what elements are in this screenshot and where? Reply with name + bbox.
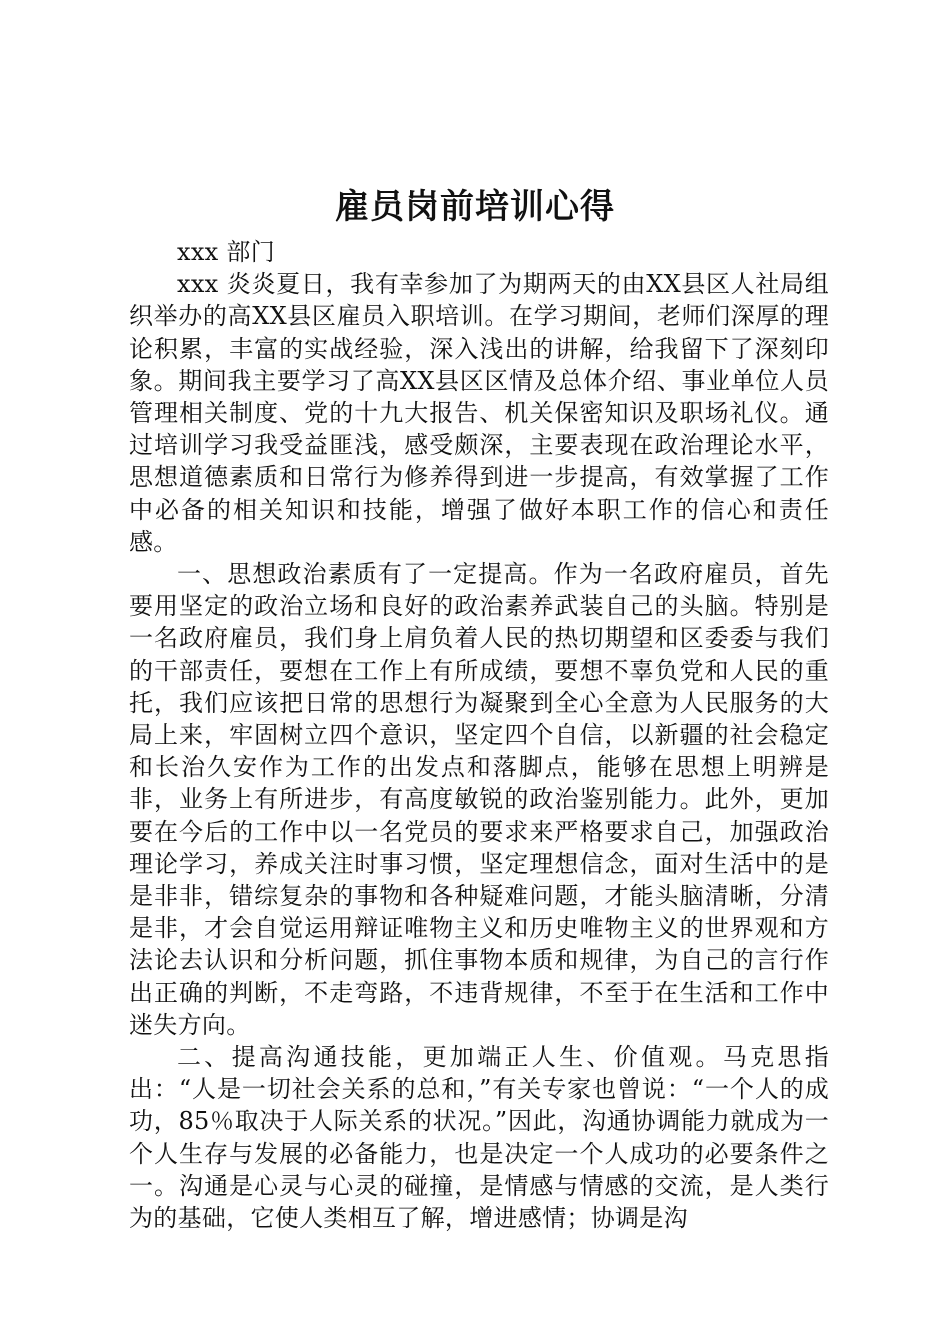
paragraph-political-quality: 一、思想政治素质有了一定提高。作为一名政府雇员，首先要用坚定的政治立场和良好的政治素养武装自己的头脑。特别是一名政府雇员，我们身上肩负着人民的热切期望和区委委与我们的干部责任，要想在工作上有所成绩，要想不辜负党和人民的重托，我们应该把日常的思想行为凝聚到全心全意为人民服务的大局上来，牢固树立四个意识，坚定四个自信，以新疆的社会稳定和长治久安作为工作的出发点和落脚点，能够在思想上明辨是非，业务上有所进步，有高度敏锐的政治鉴别能力。此外，更加要在今后的工作中以一名党员的要求来严格要求自己，加强政治理论学习，养成关注时事习惯，坚定理想信念，面对生活中的是是非非，错综复杂的事物和各种疑难问题，才能头脑清晰，分清是非，才会自觉运用辩证唯物主义和历史唯物主义的世界观和方法论去认识和分析问题，抓住事物本质和规律，为自己的言行作出正确的判断，不走弯路，不违背规律，不至于在生活和工作中迷失方向。 [129, 560, 829, 1039]
document-title: 雇员岗前培训心得 [335, 187, 615, 227]
paragraph-communication-skills: 二、提高沟通技能，更加端正人生、价值观。马克思指出：“人是一切社会关系的总和，”有关专家也曾说：“一个人的成功，85％取决于人际关系的状况。”因此，沟通协调能力就成为一个人生存与发展的必备能力，也是决定一个人成功的必要条件之一。沟通是心灵与心灵的碰撞，是情感与情感的交流，是人类行为的基础，它使人类相互了解，增进感情；协调是沟 [129, 1043, 829, 1233]
paragraph-intro: xxx 炎炎夏日，我有幸参加了为期两天的由XX县区人社局组织举办的高XX县区雇员入职培训。在学习期间，老师们深厚的理论积累，丰富的实战经验，深入浅出的讲解，给我留下了深刻印象。期间我主要学习了高XX县区区情及总体介绍、事业单位人员管理相关制度、党的十九大报告、机关保密知识及职场礼仪。通过培训学习我受益匪浅，感受颇深，主要表现在政治理论水平，思想道德素质和日常行为修养得到进一步提高，有效掌握了工作中必备的相关知识和技能，增强了做好本职工作的信心和责任感。 [129, 270, 829, 556]
document-body [129, 236, 829, 1234]
department-line: xxx 部门 [177, 238, 276, 266]
